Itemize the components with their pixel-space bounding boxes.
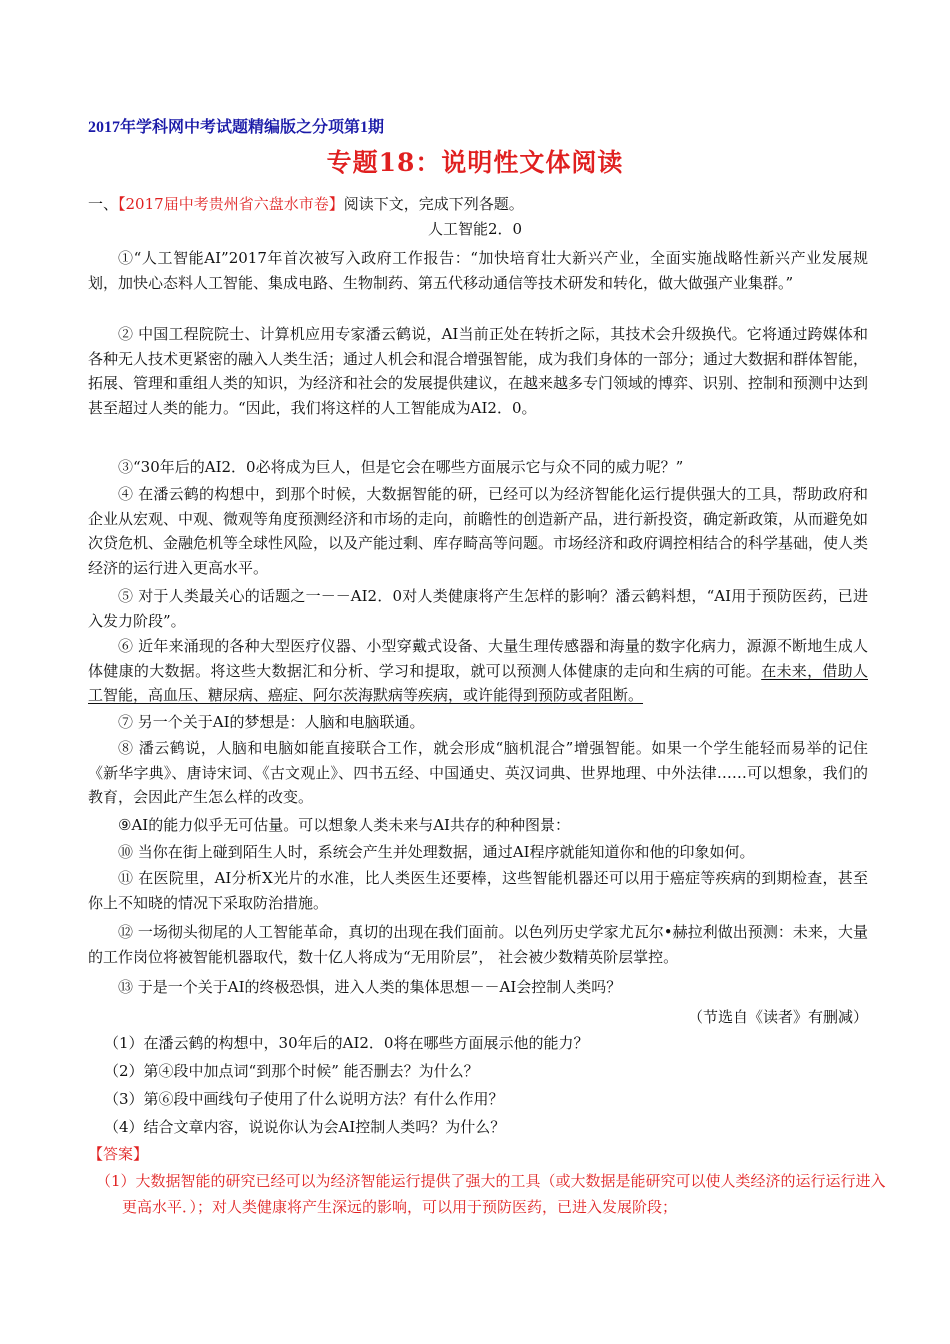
question-number: 一、: [88, 195, 119, 213]
sub-question-2: （2）第④段中加点词“到那个时候” 能否删去？为什么？: [104, 1062, 479, 1080]
question-instruction: 阅读下文，完成下列各题。: [343, 195, 524, 213]
underlined-sentence: 在未来，借助人工智能，高血压、糖尿病、癌症、阿尔茨海默病等疾病，或许能得到预防或者阻断。: [88, 661, 868, 705]
article-paragraph-2: ② 中国工程院院士、计算机应用专家潘云鹤说，AI当前正处在转折之际，其技术会升级换代。它将通过跨媒体和各种无人技术更紧密的融入人类生活；通过人机会和混合增强智能，成为我们身体的一部分；通过大数据和群体智能，拓展、管理和重组人类的知识，为经济和社会的发展提供建议，在越来越多专门领域的博弈、识别、控制和预测中达到甚至超过人类的能力。“因此，我们将这样的人工智能成为AI2．0。: [88, 325, 869, 417]
article-paragraph-10: ⑩ 当你在街上碰到陌生人时，系统会产生并处理数据，通过AI程序就能知道你和他的印象如何。: [118, 843, 755, 861]
article-source: （节选自《读者》有删减）: [687, 1008, 868, 1026]
topic-title: 专题18：说明性文体阅读: [326, 148, 624, 177]
question-intro: [88, 193, 524, 214]
article-paragraph-12: ⑫ 一场彻头彻尾的人工智能革命，真切的出现在我们面前。以色列历史学家尤瓦尔•赫拉利做出预测：未来，大量的工作岗位将被智能机器取代，数十亿人将成为“无用阶层”， 社会被少数精英阶层掌控。: [88, 923, 868, 966]
sub-question-1: （1）在潘云鹤的构想中，30年后的AI2．0将在哪些方面展示他的能力？: [104, 1034, 589, 1052]
article-paragraph-4: ④ 在潘云鹤的构想中，到那个时候，大数据智能的研，已经可以为经济智能化运行提供强大的工具，帮助政府和企业从宏观、中观、微观等角度预测经济和市场的走向，前瞻性的创造新产品，进行新投资，确定新政策，从而避免如次贷危机、金融危机等全球性风险，以及产能过剩、库存畸高等问题。市场经济和政府调控相结合的科学基础，使人类经济的运行进入更高水平。: [88, 485, 869, 577]
article-paragraph-13: ⑬ 于是一个关于AI的终极恐惧，进入人类的集体思想－－AI会控制人类吗？: [118, 978, 622, 996]
paragraph-6-text: ⑥ 近年来涌现的各种大型医疗仪器、小型穿戴式设备、大量生理传感器和海量的数字化病力，源源不断地生成人体健康的大数据。将这些大数据汇和分析、学习和提取，就可以预测人体健康的走向和生病的可能。: [88, 637, 868, 680]
article-paragraph-9: ⑨AI的能力似乎无可估量。可以想象人类未来与AI共存的种种图景：: [118, 816, 570, 834]
series-title: 2017年学科网中考试题精编版之分项第1期: [88, 119, 385, 136]
article-paragraph-11: ⑪ 在医院里，AI分析X光片的水准，比人类医生还要棒，这些智能机器还可以用于癌症等疾病的到期检查，甚至你上不知晓的情况下采取防治措施。: [88, 869, 868, 912]
article-paragraph-5: ⑤ 对于人类最关心的话题之一－－AI2．0对人类健康将产生怎样的影响？潘云鹤料想，“AI用于预防医药，已进入发力阶段”。: [88, 587, 868, 630]
article-paragraph-3: ③“30年后的AI2．0必将成为巨人，但是它会在哪些方面展示它与众不同的威力呢？”: [118, 458, 684, 476]
sub-question-4: （4）结合文章内容，说说你认为会AI控制人类吗？为什么？: [104, 1118, 506, 1136]
article-paragraph-8: ⑧ 潘云鹤说，人脑和电脑如能直接联合工作，就会形成“脑机混合”增强智能。如果一个学生能轻而易举的记住《新华字典》、唐诗宋词、《古文观止》、四书五经、中国通史、英汉词典、世界地理、中外法律……可以想象，我们的教育，会因此产生怎么样的改变。: [88, 739, 868, 807]
answer-text: （1）大数据智能的研究已经可以为经济智能运行提供了强大的工具（或大数据是能研究可以使人类经济的运行运行进入更高水平．）；对人类健康将产生深远的影响，可以用于预防医药，已进入发展阶段；: [96, 1172, 886, 1216]
article-paragraph-1: ①“人工智能AI”2017年首次被写入政府工作报告：“加快培育壮大新兴产业，全面实施战略性新兴产业发展规划，加快心态料人工智能、集成电路、生物制药、第五代移动通信等技术研发和转化，做大做强产业集群。”: [88, 249, 868, 292]
article-title: 人工智能2．0: [427, 220, 523, 238]
sub-question-3: （3）第⑥段中画线句子使用了什么说明方法？有什么作用？: [104, 1090, 504, 1108]
answer-label: 【答案】: [88, 1145, 149, 1163]
question-source: 【2017届中考贵州省六盘水市卷】: [118, 195, 344, 213]
article-paragraph-6: [88, 634, 868, 708]
article-paragraph-7: ⑦ 另一个关于AI的梦想是：人脑和电脑联通。: [118, 713, 425, 731]
